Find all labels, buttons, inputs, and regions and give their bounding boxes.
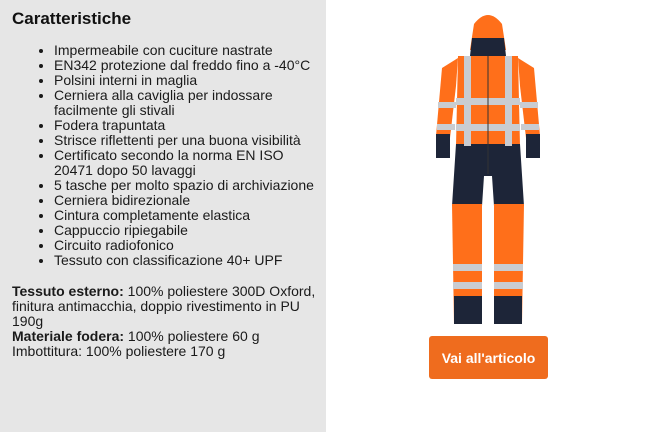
outer-fabric-text: 100% poliestere 300D Oxford, finitura antimacchia, doppio rivestimento in PU 190g bbox=[12, 283, 316, 329]
feature-item: • 5 tasche per molto spazio di archiviazione bbox=[54, 178, 316, 193]
coverall-image bbox=[428, 6, 548, 326]
lining-label: Materiale fodera: bbox=[12, 328, 125, 344]
go-to-article-button[interactable]: Vai all'articolo bbox=[429, 336, 548, 379]
feature-item: • Cintura completamente elastica bbox=[54, 208, 316, 223]
padding-line: Imbottitura: 100% poliestere 170 g bbox=[12, 343, 226, 359]
product-area bbox=[326, 0, 648, 432]
features-list bbox=[12, 43, 316, 268]
outer-fabric-line bbox=[12, 284, 316, 329]
feature-item: • Polsini interni in maglia bbox=[54, 73, 316, 88]
features-title: Caratteristiche bbox=[12, 9, 132, 28]
lining-line bbox=[12, 329, 316, 344]
feature-item: • EN342 protezione dal freddo fino a -40°C bbox=[54, 58, 316, 73]
lining-text: 100% poliestere 60 g bbox=[124, 328, 260, 344]
feature-item: • Cerniera bidirezionale bbox=[54, 193, 316, 208]
feature-item: • Certificato secondo la norma EN ISO 20471 dopo 50 lavaggi bbox=[54, 148, 316, 178]
feature-item: • Cerniera alla caviglia per indossare facilmente gli stivali bbox=[54, 88, 316, 118]
feature-item: • Circuito radiofonico bbox=[54, 238, 316, 253]
feature-item: • Impermeabile con cuciture nastrate bbox=[54, 43, 316, 58]
coverall-drawing bbox=[436, 15, 540, 324]
outer-fabric-label: Tessuto esterno: bbox=[12, 283, 124, 299]
fabric-details bbox=[12, 284, 316, 359]
feature-item: • Strisce riflettenti per una buona visibilità bbox=[54, 133, 316, 148]
feature-item: • Fodera trapuntata bbox=[54, 118, 316, 133]
feature-item: • Cappuccio ripiegabile bbox=[54, 223, 316, 238]
feature-item: • Tessuto con classificazione 40+ UPF bbox=[54, 253, 316, 268]
